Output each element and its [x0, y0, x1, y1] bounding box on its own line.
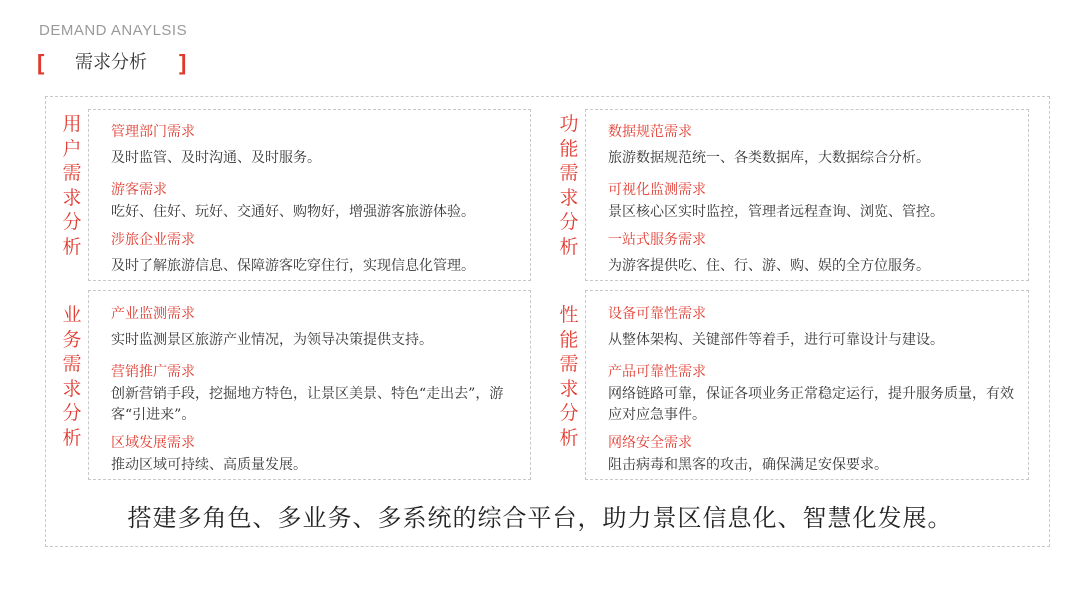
- list-item: [111, 363, 522, 426]
- business-requirements-box: [88, 290, 531, 480]
- item-title: 产业监测需求: [111, 306, 195, 322]
- summary-statement: 搭建多角色、多业务、多系统的综合平台，助力景区信息化、智慧化发展。: [127, 504, 953, 532]
- item-title: 区域发展需求: [111, 435, 195, 451]
- item-desc: 实时监测景区旅游产业情况，为领导决策提供支持。: [111, 332, 433, 348]
- function-requirements-box: [585, 109, 1029, 281]
- label-performance-requirements: 性能需求分析: [559, 304, 579, 449]
- item-desc: 创新营销手段，挖掘地方特色，让景区美景、特色“走出去”，游客“引进来”。: [111, 386, 504, 423]
- item-title: 数据规范需求: [608, 124, 692, 140]
- item-title: 设备可靠性需求: [608, 306, 706, 322]
- list-item: [608, 181, 1020, 223]
- list-item: [111, 305, 522, 351]
- item-title: 可视化监测需求: [608, 182, 706, 198]
- section-eyebrow: DEMAND ANAYLSIS: [39, 22, 188, 39]
- item-desc: 及时监管、及时沟通、及时服务。: [111, 150, 321, 166]
- item-title: 营销推广需求: [111, 364, 195, 380]
- item-desc: 从整体架构、关键部件等着手，进行可靠设计与建设。: [608, 332, 944, 348]
- list-item: [608, 363, 1020, 426]
- list-item: [608, 123, 1020, 169]
- label-function-requirements: 功能需求分析: [559, 113, 579, 258]
- slide-title: [37, 50, 197, 78]
- item-title: 管理部门需求: [111, 124, 195, 140]
- list-item: [111, 123, 522, 169]
- item-desc: 吃好、住好、玩好、交通好、购物好，增强游客旅游体验。: [111, 204, 475, 220]
- item-title: 产品可靠性需求: [608, 364, 706, 380]
- item-title: 网络安全需求: [608, 435, 692, 451]
- page-title: 需求分析: [75, 52, 147, 73]
- label-user-requirements: 用户需求分析: [62, 113, 82, 258]
- item-desc: 为游客提供吃、住、行、游、购、娱的全方位服务。: [608, 258, 930, 274]
- title-bracket-left: [: [37, 50, 45, 75]
- item-title: 一站式服务需求: [608, 232, 706, 248]
- title-bracket-right: ]: [179, 50, 187, 75]
- item-desc: 景区核心区实时监控，管理者远程查询、浏览、管控。: [608, 204, 944, 220]
- list-item: [111, 434, 522, 476]
- item-desc: 旅游数据规范统一、各类数据库，大数据综合分析。: [608, 150, 930, 166]
- item-desc: 推动区域可持续、高质量发展。: [111, 457, 307, 473]
- item-desc: 网络链路可靠，保证各项业务正常稳定运行，提升服务质量，有效应对应急事件。: [608, 386, 1014, 423]
- list-item: [608, 305, 1020, 351]
- label-business-requirements: 业务需求分析: [62, 304, 82, 449]
- list-item: [608, 231, 1020, 277]
- item-title: 游客需求: [111, 182, 167, 198]
- list-item: [111, 181, 522, 223]
- item-title: 涉旅企业需求: [111, 232, 195, 248]
- item-desc: 阻击病毒和黑客的攻击，确保满足安保要求。: [608, 457, 888, 473]
- item-desc: 及时了解旅游信息、保障游客吃穿住行，实现信息化管理。: [111, 258, 475, 274]
- list-item: [608, 434, 1020, 476]
- performance-requirements-box: [585, 290, 1029, 480]
- user-requirements-box: [88, 109, 531, 281]
- list-item: [111, 231, 522, 277]
